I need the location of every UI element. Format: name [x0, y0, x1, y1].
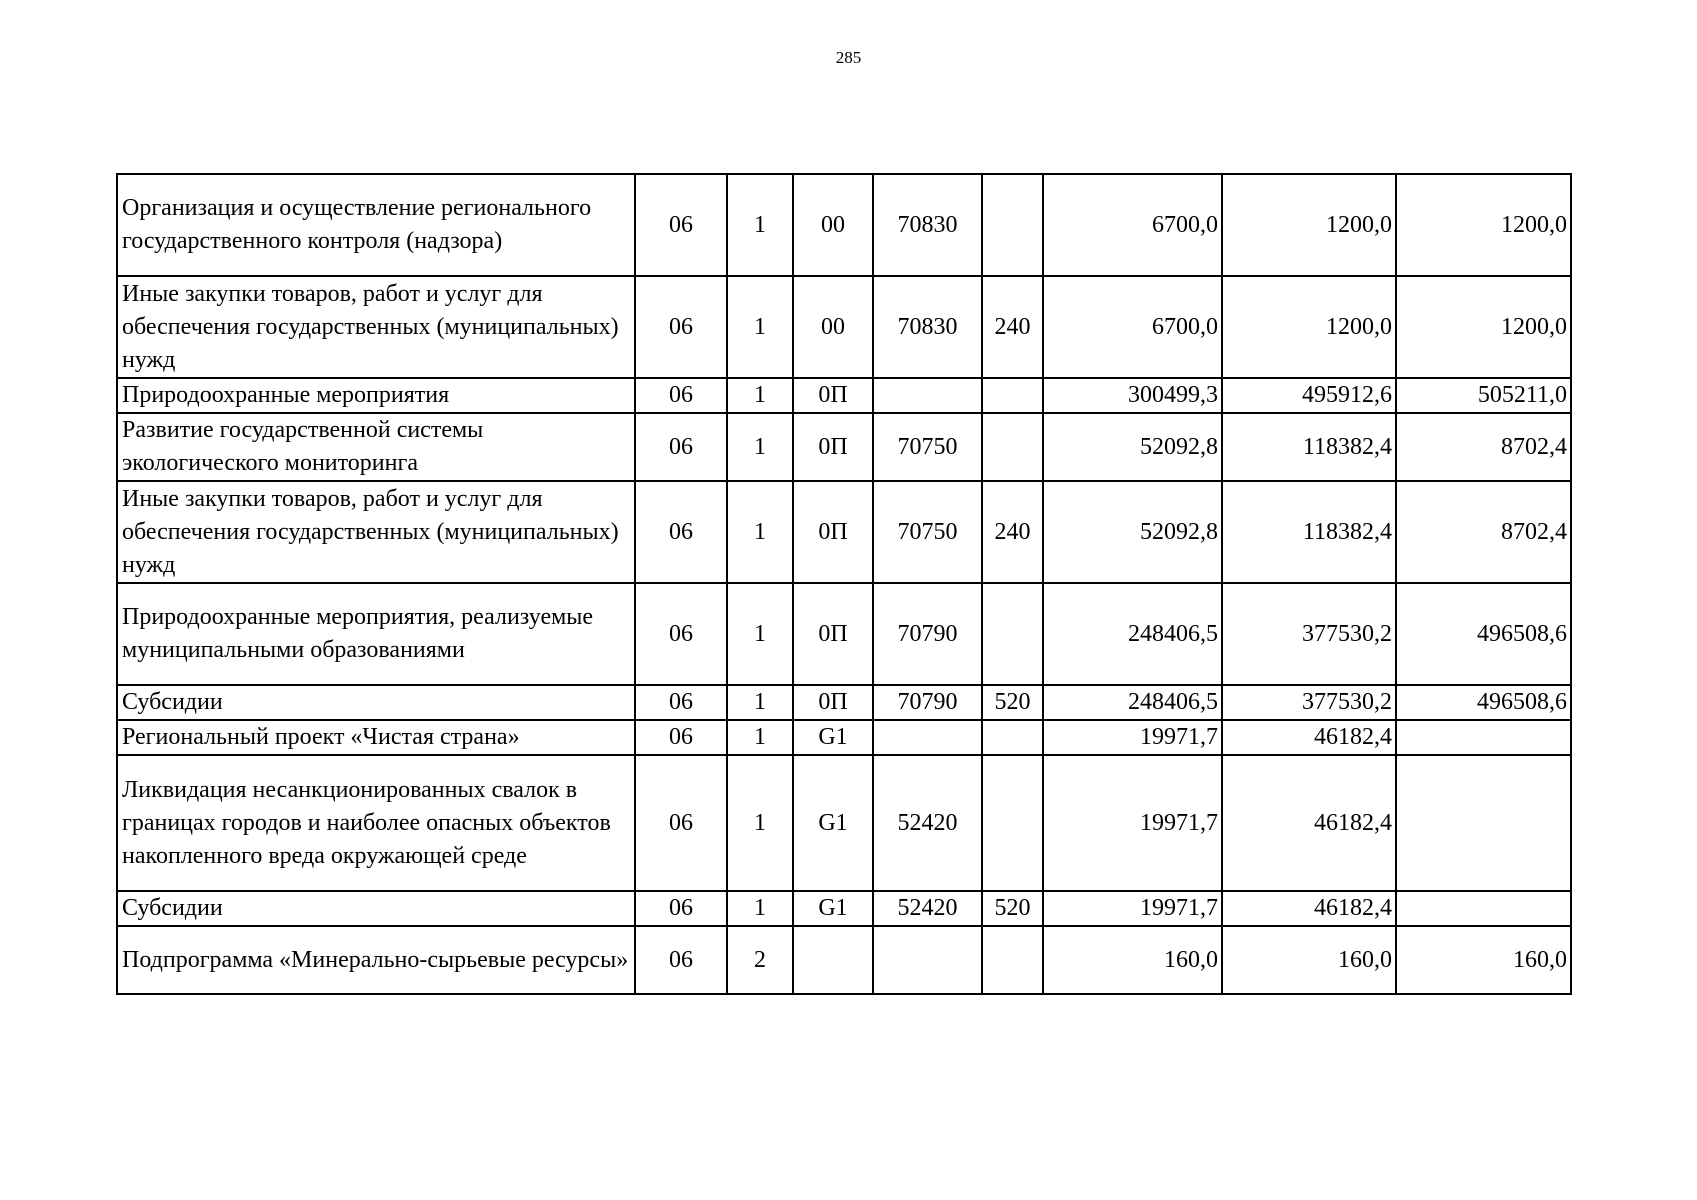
program-code-cell: 1	[727, 685, 793, 720]
program-code-cell: 1	[727, 378, 793, 413]
section-code-cell: 06	[635, 685, 727, 720]
expense-type-code-cell: 240	[982, 276, 1043, 378]
amount-year3-cell: 8702,4	[1396, 413, 1571, 481]
section-code-cell: 06	[635, 378, 727, 413]
amount-year2-cell: 160,0	[1222, 926, 1396, 994]
section-code-cell: 06	[635, 926, 727, 994]
target-item-code-cell: 70790	[873, 685, 982, 720]
amount-year2-cell: 1200,0	[1222, 276, 1396, 378]
row-name-cell: Развитие государственной системы экологического мониторинга	[117, 413, 635, 481]
target-item-code-cell	[873, 378, 982, 413]
target-item-code-cell: 70830	[873, 276, 982, 378]
target-item-code-cell: 52420	[873, 891, 982, 926]
target-item-code-cell: 70750	[873, 413, 982, 481]
subprogram-code-cell: 00	[793, 276, 873, 378]
expense-type-code-cell	[982, 926, 1043, 994]
row-name-cell: Субсидии	[117, 891, 635, 926]
expense-type-code-cell: 520	[982, 685, 1043, 720]
subprogram-code-cell: 0П	[793, 583, 873, 685]
section-code-cell: 06	[635, 891, 727, 926]
expense-type-code-cell	[982, 413, 1043, 481]
target-item-code-cell	[873, 720, 982, 755]
row-name-cell: Ликвидация несанкционированных свалок в границах городов и наиболее опасных объектов накопленного вреда окружающей среде	[117, 755, 635, 891]
amount-year3-cell: 1200,0	[1396, 174, 1571, 276]
amount-year1-cell: 6700,0	[1043, 174, 1222, 276]
amount-year1-cell: 19971,7	[1043, 720, 1222, 755]
table-row	[117, 685, 1571, 720]
amount-year2-cell: 118382,4	[1222, 413, 1396, 481]
section-code-cell: 06	[635, 413, 727, 481]
program-code-cell: 1	[727, 583, 793, 685]
amount-year2-cell: 46182,4	[1222, 755, 1396, 891]
amount-year1-cell: 19971,7	[1043, 755, 1222, 891]
amount-year2-cell: 377530,2	[1222, 685, 1396, 720]
expense-type-code-cell	[982, 378, 1043, 413]
row-name-cell: Природоохранные мероприятия	[117, 378, 635, 413]
target-item-code-cell: 52420	[873, 755, 982, 891]
section-code-cell: 06	[635, 481, 727, 583]
amount-year1-cell: 248406,5	[1043, 583, 1222, 685]
amount-year2-cell: 495912,6	[1222, 378, 1396, 413]
amount-year3-cell: 505211,0	[1396, 378, 1571, 413]
row-name-cell: Подпрограмма «Минерально-сырьевые ресурсы»	[117, 926, 635, 994]
subprogram-code-cell: G1	[793, 720, 873, 755]
row-name-cell: Иные закупки товаров, работ и услуг для обеспечения государственных (муниципальных) нужд	[117, 481, 635, 583]
amount-year3-cell	[1396, 755, 1571, 891]
page-number: 285	[835, 48, 862, 67]
program-code-cell: 1	[727, 720, 793, 755]
amount-year1-cell: 248406,5	[1043, 685, 1222, 720]
budget-table	[116, 173, 1572, 995]
subprogram-code-cell: 0П	[793, 481, 873, 583]
section-code-cell: 06	[635, 583, 727, 685]
target-item-code-cell: 70750	[873, 481, 982, 583]
amount-year3-cell	[1396, 720, 1571, 755]
program-code-cell: 1	[727, 755, 793, 891]
row-name-cell: Субсидии	[117, 685, 635, 720]
program-code-cell: 1	[727, 891, 793, 926]
row-name-cell: Организация и осуществление регионального государственного контроля (надзора)	[117, 174, 635, 276]
amount-year3-cell: 160,0	[1396, 926, 1571, 994]
subprogram-code-cell	[793, 926, 873, 994]
program-code-cell: 1	[727, 481, 793, 583]
amount-year1-cell: 52092,8	[1043, 481, 1222, 583]
table-row	[117, 378, 1571, 413]
subprogram-code-cell: G1	[793, 891, 873, 926]
table-row	[117, 755, 1571, 891]
expense-type-code-cell	[982, 174, 1043, 276]
expense-type-code-cell	[982, 720, 1043, 755]
amount-year3-cell: 496508,6	[1396, 685, 1571, 720]
table-row	[117, 720, 1571, 755]
amount-year3-cell: 1200,0	[1396, 276, 1571, 378]
row-name-cell: Природоохранные мероприятия, реализуемые муниципальными образованиями	[117, 583, 635, 685]
amount-year2-cell: 118382,4	[1222, 481, 1396, 583]
amount-year3-cell: 8702,4	[1396, 481, 1571, 583]
row-name-cell: Иные закупки товаров, работ и услуг для обеспечения государственных (муниципальных) нужд	[117, 276, 635, 378]
subprogram-code-cell: 0П	[793, 378, 873, 413]
target-item-code-cell	[873, 926, 982, 994]
amount-year1-cell: 52092,8	[1043, 413, 1222, 481]
amount-year2-cell: 46182,4	[1222, 891, 1396, 926]
amount-year1-cell: 19971,7	[1043, 891, 1222, 926]
expense-type-code-cell	[982, 583, 1043, 685]
program-code-cell: 1	[727, 174, 793, 276]
amount-year1-cell: 6700,0	[1043, 276, 1222, 378]
section-code-cell: 06	[635, 720, 727, 755]
subprogram-code-cell: 0П	[793, 413, 873, 481]
table-row	[117, 583, 1571, 685]
table-row	[117, 926, 1571, 994]
table-row	[117, 891, 1571, 926]
target-item-code-cell: 70830	[873, 174, 982, 276]
amount-year1-cell: 300499,3	[1043, 378, 1222, 413]
amount-year2-cell: 46182,4	[1222, 720, 1396, 755]
table-row	[117, 413, 1571, 481]
expense-type-code-cell	[982, 755, 1043, 891]
expense-type-code-cell: 520	[982, 891, 1043, 926]
program-code-cell: 1	[727, 413, 793, 481]
amount-year1-cell: 160,0	[1043, 926, 1222, 994]
amount-year2-cell: 377530,2	[1222, 583, 1396, 685]
table-row	[117, 174, 1571, 276]
subprogram-code-cell: 00	[793, 174, 873, 276]
subprogram-code-cell: 0П	[793, 685, 873, 720]
section-code-cell: 06	[635, 174, 727, 276]
table-body	[117, 174, 1571, 994]
subprogram-code-cell: G1	[793, 755, 873, 891]
target-item-code-cell: 70790	[873, 583, 982, 685]
expense-type-code-cell: 240	[982, 481, 1043, 583]
program-code-cell: 1	[727, 276, 793, 378]
section-code-cell: 06	[635, 276, 727, 378]
amount-year3-cell	[1396, 891, 1571, 926]
program-code-cell: 2	[727, 926, 793, 994]
section-code-cell: 06	[635, 755, 727, 891]
table-row	[117, 481, 1571, 583]
table-row	[117, 276, 1571, 378]
amount-year2-cell: 1200,0	[1222, 174, 1396, 276]
row-name-cell: Региональный проект «Чистая страна»	[117, 720, 635, 755]
amount-year3-cell: 496508,6	[1396, 583, 1571, 685]
